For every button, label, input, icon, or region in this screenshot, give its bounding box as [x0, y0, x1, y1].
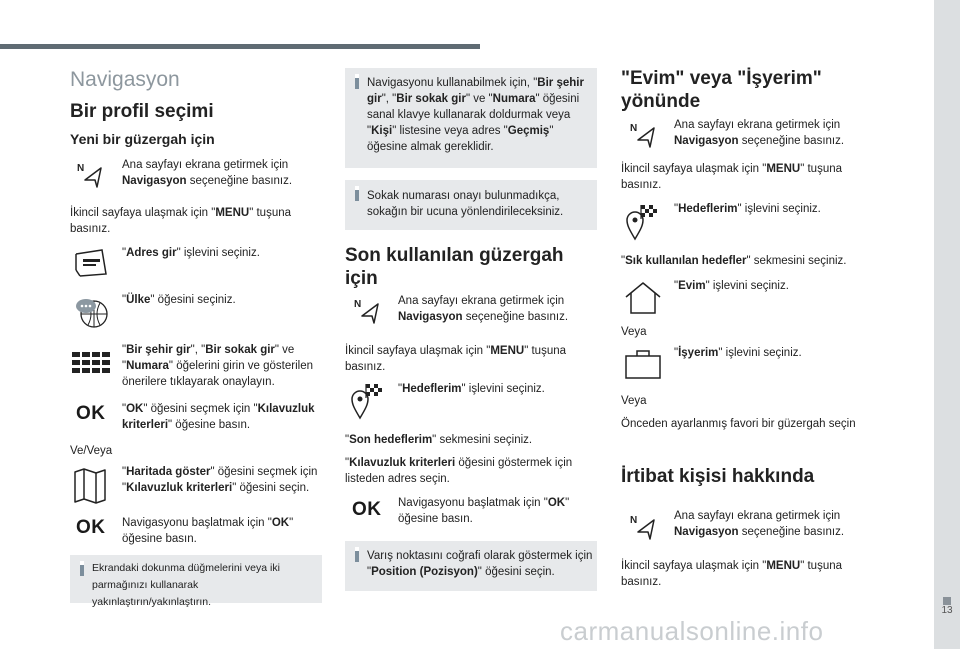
section-title-contact: İrtibat kişisi hakkında	[621, 466, 815, 487]
navigation-icon	[628, 514, 656, 540]
col1-step-address: "Adres gir" işlevini seçiniz.	[122, 247, 260, 259]
col2-info-box-1	[345, 68, 597, 168]
col3-or-label-2: Veya	[621, 395, 647, 407]
navigation-icon	[628, 122, 656, 148]
col3-step-preset-favorite: Önceden ayarlanmış favori bir güzergah seçin	[621, 418, 856, 430]
briefcase-icon	[624, 348, 662, 380]
col3-step-home-select: "Evim" işlevini seçiniz.	[674, 280, 789, 292]
watermark: carmanualsonline.info	[560, 616, 824, 646]
svg-text:N: N	[77, 163, 85, 174]
svg-text:N: N	[630, 515, 638, 526]
home-icon	[624, 281, 662, 315]
col1-step-country: "Ülke" öğesini seçiniz.	[122, 294, 236, 306]
navigation-icon	[352, 298, 380, 324]
side-tab	[934, 0, 960, 649]
section-title-home-work: "Evim" veya "İşyerim" yönünde	[621, 68, 822, 112]
svg-text:N: N	[630, 123, 638, 134]
ok-icon: OK	[76, 403, 106, 424]
col3-step-work-select: "İşyerim" işlevini seçiniz.	[674, 347, 802, 359]
info-icon	[355, 547, 359, 562]
col1-info-text: Ekrandaki dokunma düğmelerini veya iki parmağınızı kullanarak yakınlaştırın/yakınlaştırın.	[92, 562, 280, 608]
col1-step-ok-criteria: "OK" öğesini seçmek için "Kılavuzluk kriterleri" öğesine basın.	[122, 403, 315, 431]
col1-step-start-nav: Navigasyonu başlatmak için "OK" öğesine basın.	[122, 517, 294, 545]
navigation-icon	[75, 162, 103, 188]
col1-step-show-map: "Haritada göster" öğesini seçmek için "Kılavuzluk kriterleri" öğesini seçin.	[122, 466, 318, 494]
svg-text:N: N	[354, 299, 362, 310]
col3-step-home-2: Ana sayfayı ekrana getirmek için Navigasyon seçeneğine basınız.	[674, 510, 845, 538]
info-icon	[355, 186, 359, 201]
col3-step-destinations: "Hedeflerim" işlevini seçiniz.	[674, 203, 821, 215]
category-title: Navigasyon	[70, 68, 180, 91]
col2-info-text-2: Sokak numarası onayı bulunmadıkça, sokağın bir ucuna yönlendirileceksiniz.	[367, 190, 564, 218]
col2-step-select-address: "Kılavuzluk kriterleri öğesini göstermek için listeden adres seçin.	[345, 457, 573, 485]
col2-info-box-2	[345, 180, 597, 230]
col2-step-home: Ana sayfayı ekrana getirmek için Navigasyon seçeneğine basınız.	[398, 295, 569, 323]
col1-or-label: Ve/Veya	[70, 445, 113, 457]
col3-or-label: Veya	[621, 326, 647, 338]
keyboard-icon	[72, 352, 110, 374]
globe-icon	[74, 295, 110, 329]
map-icon	[72, 468, 108, 504]
col2-step-menu: İkincil sayfaya ulaşmak için "MENU" tuşuna basınız.	[345, 345, 567, 373]
address-entry-icon	[72, 248, 110, 278]
col2-step-recent-tab: "Son hedeflerim" sekmesini seçiniz.	[345, 434, 533, 446]
col2-info-text-1: Navigasyonu kullanabilmek için, "Bir şehir gir", "Bir sokak gir" ve "Numara" öğesini sanal klavye kullanarak doldurmak veya "Kişi" listesine veya adres "Geçmiş" öğesine almak gereklidir.	[367, 77, 584, 153]
col1-step-menu: İkincil sayfaya ulaşmak için "MENU" tuşuna basınız.	[70, 207, 292, 235]
col2-info-text-3: Varış noktasını coğrafi olarak göstermek için "Position (Pozisyon)" öğesini seçin.	[367, 550, 593, 578]
col1-info-box	[70, 555, 322, 608]
col2-step-start-nav: Navigasyonu başlatmak için "OK" öğesine basın.	[398, 497, 570, 525]
destination-flag-icon	[625, 203, 659, 241]
col3-step-home: Ana sayfayı ekrana getirmek için Navigasyon seçeneğine basınız.	[674, 119, 845, 147]
top-accent-bar	[0, 44, 480, 49]
info-icon	[80, 561, 84, 576]
col1-step-home: Ana sayfayı ekrana getirmek için Navigasyon seçeneğine basınız.	[122, 159, 293, 187]
destination-flag-icon	[350, 382, 384, 420]
col3-step-favorites-tab: "Sık kullanılan hedefler" sekmesini seçiniz.	[621, 255, 847, 267]
continue-marker	[943, 597, 951, 605]
col2-step-destinations: "Hedeflerim" işlevini seçiniz.	[398, 383, 545, 395]
ok-icon: OK	[76, 517, 106, 538]
col2-info-box-3	[345, 541, 597, 591]
col1-step-city-street: "Bir şehir gir", "Bir sokak gir" ve "Numara" öğelerini girin ve gösterilen önerilere tıklayarak onaylayın.	[122, 344, 313, 388]
subsection-title-new-route: Yeni bir güzergah için	[70, 131, 215, 147]
info-icon	[355, 74, 359, 89]
col3-step-menu: İkincil sayfaya ulaşmak için "MENU" tuşuna basınız.	[621, 163, 843, 191]
page-number: 13	[941, 605, 953, 616]
col3-step-menu-2: İkincil sayfaya ulaşmak için "MENU" tuşuna basınız.	[621, 560, 843, 588]
section-title-profile: Bir profil seçimi	[70, 101, 214, 122]
section-title-recent: Son kullanılan güzergah için	[345, 245, 564, 289]
ok-icon: OK	[352, 499, 382, 520]
